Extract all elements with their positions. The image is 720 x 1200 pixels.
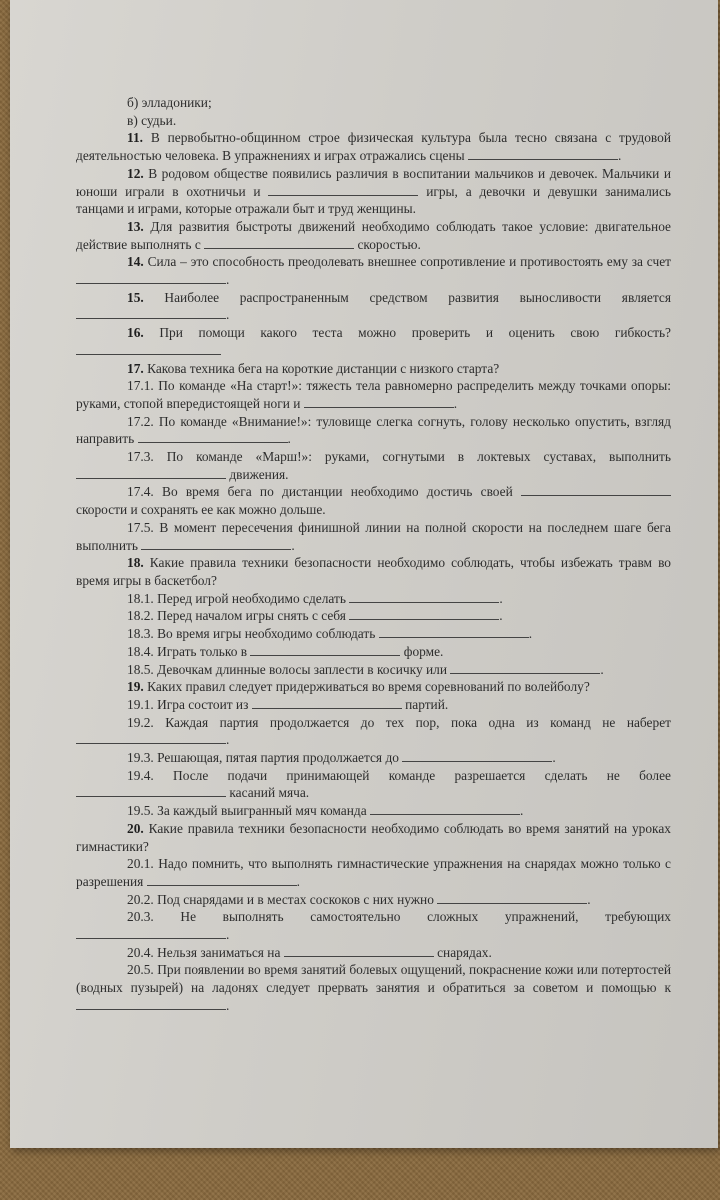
worksheet-line (76, 94, 671, 112)
worksheet-line (76, 413, 671, 448)
worksheet-line (76, 448, 671, 483)
worksheet-line (76, 607, 671, 625)
answer-blank[interactable] (349, 608, 499, 620)
line-tail: . (499, 590, 503, 606)
line-text: 19.3. Решающая, пятая партия продолжается до (127, 750, 403, 766)
line-tail: . (291, 537, 295, 553)
line-tail: скоростью. (354, 236, 421, 252)
line-text: б) элладоники; (127, 95, 212, 110)
question-number: 12. (127, 165, 144, 181)
line-tail: . (226, 307, 230, 323)
line-text: 18.2. Перед началом игры снять с себя (127, 608, 350, 624)
worksheet-line (76, 129, 671, 164)
question-number: 11. (127, 130, 143, 146)
worksheet-line (76, 165, 671, 218)
answer-blank[interactable] (402, 750, 552, 762)
line-text: в) судьи. (127, 112, 177, 128)
answer-blank[interactable] (268, 184, 418, 196)
question-number: 13. (127, 218, 144, 234)
answer-blank[interactable] (204, 237, 354, 249)
line-text: 17.3. По команде «Марш!»: руками, согнутыми в локтевых суставах, выполнить (127, 449, 671, 465)
line-tail: . (226, 997, 230, 1013)
line-tail: . (528, 626, 533, 642)
line-tail: движения. (226, 466, 289, 482)
answer-blank[interactable] (76, 732, 226, 744)
answer-blank[interactable] (521, 484, 671, 496)
answer-blank[interactable] (349, 591, 499, 603)
worksheet-line (76, 324, 671, 359)
worksheet-line (76, 908, 671, 943)
answer-blank[interactable] (138, 431, 288, 443)
line-text: 20.3. Не выполнять самостоятельно сложных упражнений, требующих (127, 909, 671, 925)
answer-blank[interactable] (76, 272, 226, 284)
line-tail: . (287, 431, 291, 447)
line-text: Какие правила техники безопасности необходимо соблюдать во время занятий на уроках гимнастики? (76, 820, 671, 854)
line-text: 17.4. Во время бега по дистанции необходимо достичь своей (127, 484, 521, 500)
line-tail: . (499, 608, 503, 624)
line-text: Каких правил следует придерживаться во время соревнований по волейболу? (143, 679, 590, 695)
line-text: В первобытно-общинном строе физическая культура была тесно связана с трудовой деятельностью человека. В упражнениях и играх отражались сцены (76, 130, 671, 164)
worksheet-line (76, 643, 671, 661)
answer-blank[interactable] (76, 998, 226, 1010)
worksheet-line (76, 377, 671, 412)
answer-blank[interactable] (76, 343, 221, 355)
worksheet-line (76, 360, 671, 378)
worksheet-line (76, 289, 671, 324)
answer-blank[interactable] (147, 874, 297, 886)
line-tail: . (296, 873, 301, 889)
worksheet-line (76, 661, 671, 679)
line-tail: . (587, 891, 591, 907)
line-tail: . (226, 272, 230, 288)
line-text: 18.5. Девочкам длинные волосы заплести в косичку или (127, 661, 451, 677)
line-tail: . (520, 803, 524, 819)
line-tail: игры, а девочки и девушки занимались танцами и играми, которые отражали быт и труд женщины. (76, 183, 671, 217)
question-number: 15. (127, 289, 144, 305)
answer-blank[interactable] (304, 396, 454, 408)
worksheet-line (76, 961, 671, 1014)
paper-sheet (10, 0, 718, 1148)
worksheet-line (76, 625, 671, 643)
worksheet-line (76, 218, 671, 253)
line-text: Сила – это способность преодолевать внешнее сопротивление и противостоять ему за счет (143, 254, 671, 270)
worksheet-line (76, 855, 671, 890)
line-text: 20.1. Надо помнить, что выполнять гимнастические упражнения на снарядах можно только с разрешения (76, 856, 671, 889)
worksheet-line (76, 590, 671, 608)
question-number: 16. (127, 325, 144, 341)
line-text: Для развития быстроты движений необходимо соблюдать такое условие: двигательное действие выполнять с (76, 218, 671, 252)
line-tail: форме. (400, 643, 444, 659)
worksheet-line (76, 944, 671, 962)
line-text: 19.2. Каждая партия продолжается до тех пор, пока одна из команд не наберет (127, 714, 671, 730)
worksheet-line (76, 696, 671, 714)
line-text: Наиболее распространенным средством развития выносливости является (143, 289, 671, 305)
answer-blank[interactable] (379, 626, 529, 638)
worksheet-line (76, 749, 671, 767)
line-tail: партий. (401, 696, 449, 712)
answer-blank[interactable] (252, 697, 402, 709)
answer-blank[interactable] (284, 945, 434, 957)
line-tail: . (453, 395, 458, 411)
worksheet-line (76, 802, 671, 820)
worksheet-line (76, 714, 671, 749)
answer-blank[interactable] (437, 892, 587, 904)
worksheet-line (76, 253, 671, 288)
line-tail: . (552, 750, 556, 766)
worksheet-text (76, 94, 671, 1015)
answer-blank[interactable] (76, 307, 226, 319)
worksheet-line (76, 820, 671, 855)
answer-blank[interactable] (250, 644, 400, 656)
line-text: 19.1. Игра состоит из (127, 696, 252, 712)
question-number: 14. (127, 254, 144, 270)
answer-blank[interactable] (450, 662, 600, 674)
line-text: В родовом обществе появились различия в воспитании мальчиков и девочек. Мальчики и юноши играли в охотничьи и (76, 165, 671, 199)
line-text: Какие правила техники безопасности необходимо соблюдать, чтобы избежать травм во время игры в баскетбол? (76, 555, 671, 588)
worksheet-line (76, 891, 671, 909)
line-tail: касаний мяча. (226, 785, 310, 801)
question-number: 19. (127, 679, 144, 695)
answer-blank[interactable] (370, 803, 520, 815)
worksheet-line (76, 554, 671, 589)
line-tail: . (226, 927, 230, 943)
question-number: 20. (127, 820, 144, 836)
line-text: 18.3. Во время игры необходимо соблюдать (127, 626, 379, 642)
worksheet-line (76, 678, 671, 696)
line-text: 17.2. По команде «Внимание!»: туловище слегка согнуть, голову несколько опустить, взгляд направить (76, 413, 671, 447)
answer-blank[interactable] (141, 538, 291, 550)
line-text: 20.2. Под снарядами и в местах соскоков с них нужно (127, 891, 438, 907)
answer-blank[interactable] (76, 927, 226, 939)
question-number: 17. (127, 360, 144, 376)
line-tail: снарядах. (433, 944, 492, 960)
line-text: 17.1. По команде «На старт!»: тяжесть тела равномерно распределить между точками опоры: руками, стопой впередистоящей ноги и (76, 378, 671, 411)
line-tail: . (226, 732, 230, 748)
question-number: 18. (127, 555, 144, 571)
line-text: 17.5. В момент пересечения финишной линии на полной скорости на последнем шаге бега выполнить (76, 519, 671, 553)
answer-blank[interactable] (76, 467, 226, 479)
worksheet-line (76, 767, 671, 802)
line-text: 19.4. После подачи принимающей команде разрешается сделать не более (127, 767, 671, 783)
line-text: 20.5. При появлении во время занятий болевых ощущений, покраснение кожи или потертостей (водных пузырей) на ладонях следует прервать занятия и обратиться за советом и помощью к (76, 962, 671, 996)
worksheet-line (76, 483, 671, 518)
line-tail: . (617, 148, 622, 164)
line-text: 20.4. Нельзя заниматься на (127, 944, 284, 960)
worksheet-line (76, 519, 671, 554)
line-text: 18.4. Играть только в (127, 643, 251, 659)
line-text: При помощи какого теста можно проверить и оценить свою гибкость? (143, 325, 671, 341)
answer-blank[interactable] (76, 785, 226, 797)
line-tail: . (600, 661, 604, 677)
line-text: 19.5. За каждый выигранный мяч команда (127, 803, 370, 819)
answer-blank[interactable] (468, 148, 618, 160)
line-text: 18.1. Перед игрой необходимо сделать (127, 590, 350, 606)
worksheet-line (76, 112, 671, 130)
line-text: Какова техника бега на короткие дистанции с низкого старта? (143, 360, 500, 376)
line-tail: скорости и сохранять ее как можно дольше. (76, 502, 326, 518)
